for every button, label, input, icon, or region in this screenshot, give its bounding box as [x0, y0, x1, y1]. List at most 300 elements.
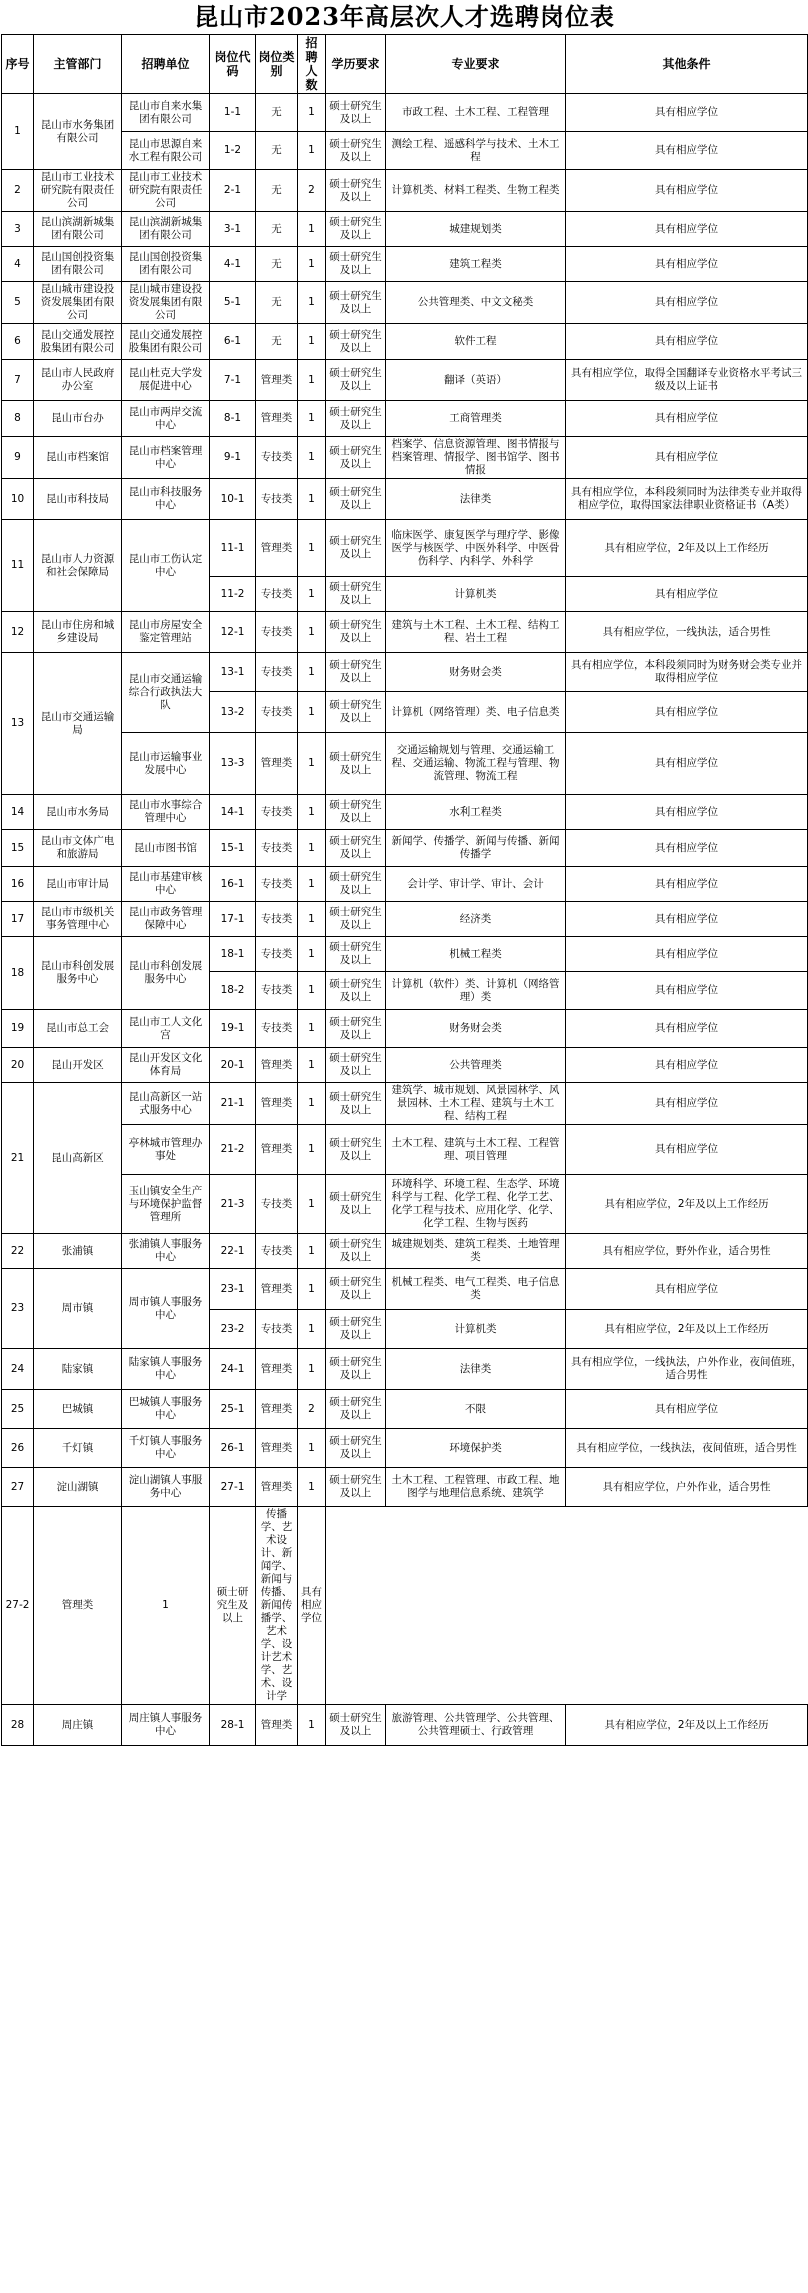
cell-other: 具有相应学位: [566, 733, 808, 795]
cell-code: 13-3: [210, 733, 256, 795]
cell-category: 专技类: [256, 795, 298, 830]
cell-code: 19-1: [210, 1010, 256, 1048]
cell-dept: 昆山滨湖新城集团有限公司: [34, 212, 122, 247]
cell-unit: 亭林城市管理办事处: [122, 1125, 210, 1175]
cell-education: 硕士研究生及以上: [326, 830, 386, 867]
cell-count: 1: [298, 1083, 326, 1125]
cell-major: 建筑工程类: [386, 247, 566, 282]
cell-category: 专技类: [256, 937, 298, 972]
table-row: [2, 212, 808, 247]
table-row: [2, 324, 808, 360]
cell-category: 专技类: [256, 1010, 298, 1048]
cell-major: 水利工程类: [386, 795, 566, 830]
cell-count: 1: [298, 401, 326, 437]
cell-dept: 昆山市审计局: [34, 867, 122, 902]
cell-dept: 千灯镇: [34, 1429, 122, 1468]
cell-other: 具有相应学位: [566, 437, 808, 479]
cell-education: 硕士研究生及以上: [326, 692, 386, 733]
cell-other: 具有相应学位，户外作业，适合男性: [566, 1468, 808, 1507]
cell-unit: 昆山市自来水集团有限公司: [122, 94, 210, 132]
table-row: [2, 401, 808, 437]
cell-count: 1: [298, 577, 326, 612]
table-row: [2, 132, 808, 170]
cell-code: 21-1: [210, 1083, 256, 1125]
cell-category: 管理类: [256, 733, 298, 795]
cell-count: 1: [298, 867, 326, 902]
cell-unit: 昆山市档案管理中心: [122, 437, 210, 479]
cell-seq: 5: [2, 282, 34, 324]
cell-other: 具有相应学位，取得全国翻译专业资格水平考试三级及以上证书: [566, 360, 808, 401]
cell-other: 具有相应学位: [566, 401, 808, 437]
cell-code: 23-2: [210, 1310, 256, 1349]
cell-other: 具有相应学位: [566, 1390, 808, 1429]
cell-category: 专技类: [256, 612, 298, 653]
cell-seq: 20: [2, 1048, 34, 1083]
cell-code: 21-2: [210, 1125, 256, 1175]
cell-education: 硕士研究生及以上: [326, 170, 386, 212]
cell-unit: 昆山市运输事业发展中心: [122, 733, 210, 795]
cell-major: 软件工程: [386, 324, 566, 360]
cell-major: 建筑与土木工程、土木工程、结构工程、岩土工程: [386, 612, 566, 653]
cell-major: 建筑学、城市规划、风景园林学、风景园林、土木工程、建筑与土木工程、结构工程: [386, 1083, 566, 1125]
table-row: [2, 479, 808, 520]
cell-other: 具有相应学位，一线执法，适合男性: [566, 612, 808, 653]
cell-major: 法律类: [386, 479, 566, 520]
cell-code: 9-1: [210, 437, 256, 479]
cell-code: 13-1: [210, 653, 256, 692]
cell-dept: 周庄镇: [34, 1705, 122, 1746]
cell-other: 具有相应学位: [566, 94, 808, 132]
cell-category: 专技类: [256, 902, 298, 937]
cell-other: 具有相应学位，野外作业，适合男性: [566, 1234, 808, 1269]
cell-education: 硕士研究生及以上: [326, 520, 386, 577]
cell-dept: 昆山市市级机关事务管理中心: [34, 902, 122, 937]
cell-category: 管理类: [256, 1269, 298, 1310]
header-education: 学历要求: [326, 35, 386, 94]
cell-category: 专技类: [256, 830, 298, 867]
table-row: [2, 830, 808, 867]
cell-count: 2: [298, 1390, 326, 1429]
cell-seq: 12: [2, 612, 34, 653]
cell-unit: 千灯镇人事服务中心: [122, 1429, 210, 1468]
cell-dept: 巴城镇: [34, 1390, 122, 1429]
cell-category: 管理类: [256, 1468, 298, 1507]
cell-education: 硕士研究生及以上: [326, 1048, 386, 1083]
cell-count: 1: [298, 1349, 326, 1390]
cell-count: 1: [298, 1310, 326, 1349]
table-row: [2, 1429, 808, 1468]
cell-category: 无: [256, 324, 298, 360]
cell-education: 硕士研究生及以上: [326, 972, 386, 1010]
cell-dept: 昆山国创投资集团有限公司: [34, 247, 122, 282]
cell-other: 具有相应学位: [566, 795, 808, 830]
cell-count: 1: [298, 1234, 326, 1269]
cell-unit: 昆山市图书馆: [122, 830, 210, 867]
cell-seq: 23: [2, 1269, 34, 1349]
cell-count: 1: [298, 282, 326, 324]
cell-other: 具有相应学位，本科段须同时为法律类专业并取得相应学位，取得国家法律职业资格证书（A类）: [566, 479, 808, 520]
cell-major: 会计学、审计学、审计、会计: [386, 867, 566, 902]
cell-unit: 昆山市两岸交流中心: [122, 401, 210, 437]
table-row: [2, 1048, 808, 1083]
cell-code: 7-1: [210, 360, 256, 401]
page-title: 昆山市2023年高层次人才选聘岗位表: [194, 2, 615, 31]
cell-education: 硕士研究生及以上: [326, 733, 386, 795]
cell-unit: 昆山市交通运输综合行政执法大队: [122, 653, 210, 733]
cell-seq: 25: [2, 1390, 34, 1429]
table-row: [2, 1349, 808, 1390]
header-count: 招聘人数: [298, 35, 326, 94]
cell-other: 具有相应学位: [566, 937, 808, 972]
cell-major: 测绘工程、遥感科学与技术、土木工程: [386, 132, 566, 170]
cell-major: 工商管理类: [386, 401, 566, 437]
cell-unit: 昆山高新区一站式服务中心: [122, 1083, 210, 1125]
cell-category: 管理类: [256, 520, 298, 577]
cell-seq: 26: [2, 1429, 34, 1468]
cell-code: 18-1: [210, 937, 256, 972]
cell-category: 专技类: [256, 1310, 298, 1349]
cell-major: 环境科学、环境工程、生态学、环境科学与工程、化学工程、化学工艺、化学工程与技术、应用化学、化学、化学工程、生物与医药: [386, 1175, 566, 1234]
cell-seq: 27: [2, 1468, 34, 1507]
cell-dept: 昆山高新区: [34, 1083, 122, 1234]
cell-count: 1: [298, 324, 326, 360]
cell-unit: 陆家镇人事服务中心: [122, 1349, 210, 1390]
cell-count: 1: [298, 612, 326, 653]
cell-education: 硕士研究生及以上: [326, 324, 386, 360]
table-row: [2, 653, 808, 692]
cell-seq: 1: [2, 94, 34, 170]
cell-unit: 昆山市政务管理保障中心: [122, 902, 210, 937]
cell-count: 1: [298, 1125, 326, 1175]
cell-unit: 昆山市房屋安全鉴定管理站: [122, 612, 210, 653]
cell-other: 具有相应学位: [566, 170, 808, 212]
cell-count: 1: [298, 1010, 326, 1048]
table-row: [2, 94, 808, 132]
cell-dept: 昆山市科创发展服务中心: [34, 937, 122, 1010]
cell-unit: 周庄镇人事服务中心: [122, 1705, 210, 1746]
cell-unit: 淀山湖镇人事服务中心: [122, 1468, 210, 1507]
cell-category: 专技类: [256, 479, 298, 520]
cell-count: 1: [298, 1269, 326, 1310]
cell-education: 硕士研究生及以上: [326, 795, 386, 830]
cell-other: 具有相应学位: [566, 324, 808, 360]
cell-education: 硕士研究生及以上: [326, 1175, 386, 1234]
cell-major: 财务财会类: [386, 1010, 566, 1048]
cell-count: 1: [298, 479, 326, 520]
cell-count: 1: [298, 830, 326, 867]
cell-unit: 昆山杜克大学发展促进中心: [122, 360, 210, 401]
cell-major: 计算机（网络管理）类、电子信息类: [386, 692, 566, 733]
cell-category: 无: [256, 94, 298, 132]
cell-count: 1: [298, 653, 326, 692]
job-table: [1, 34, 808, 1746]
cell-other: 具有相应学位: [566, 577, 808, 612]
table-row: [2, 1234, 808, 1269]
cell-dept: 淀山湖镇: [34, 1468, 122, 1507]
table-row: [2, 612, 808, 653]
cell-code: 27-1: [210, 1468, 256, 1507]
cell-major: 土木工程、建筑与土木工程、工程管理、项目管理: [386, 1125, 566, 1175]
cell-major: 经济类: [386, 902, 566, 937]
cell-code: 4-1: [210, 247, 256, 282]
table-row: [2, 1175, 808, 1234]
cell-code: 28-1: [210, 1705, 256, 1746]
table-row: [2, 1269, 808, 1310]
cell-seq: 8: [2, 401, 34, 437]
table-row: [2, 733, 808, 795]
cell-major: 翻译（英语）: [386, 360, 566, 401]
cell-count: 1: [298, 937, 326, 972]
cell-dept: 昆山市文体广电和旅游局: [34, 830, 122, 867]
header-unit: 招聘单位: [122, 35, 210, 94]
cell-other: 具有相应学位: [566, 1010, 808, 1048]
cell-seq: 4: [2, 247, 34, 282]
cell-unit: 巴城镇人事服务中心: [122, 1390, 210, 1429]
cell-unit: 昆山市科创发展服务中心: [122, 937, 210, 1010]
cell-major: 不限: [386, 1390, 566, 1429]
cell-education: 硕士研究生及以上: [326, 937, 386, 972]
cell-dept: 昆山市水务集团有限公司: [34, 94, 122, 170]
cell-count: 1: [298, 437, 326, 479]
cell-count: 1: [298, 1468, 326, 1507]
cell-unit: 昆山市工业技术研究院有限责任公司: [122, 170, 210, 212]
cell-unit: 昆山城市建设投资发展集团有限公司: [122, 282, 210, 324]
cell-count: 1: [298, 94, 326, 132]
cell-category: 管理类: [256, 1349, 298, 1390]
cell-dept: 周市镇: [34, 1269, 122, 1349]
cell-major: 交通运输规划与管理、交通运输工程、交通运输、物流工程与管理、物流管理、物流工程: [386, 733, 566, 795]
cell-major: 旅游管理、公共管理学、公共管理、公共管理硕士、行政管理: [386, 1705, 566, 1746]
cell-other: 具有相应学位: [566, 972, 808, 1010]
cell-other: 具有相应学位: [566, 132, 808, 170]
table-row: [2, 1507, 808, 1705]
cell-education: 硕士研究生及以上: [326, 1705, 386, 1746]
cell-count: 1: [298, 1429, 326, 1468]
cell-education: 硕士研究生及以上: [326, 247, 386, 282]
cell-seq: 17: [2, 902, 34, 937]
cell-major: 城建规划类、建筑工程类、土地管理类: [386, 1234, 566, 1269]
cell-count: 1: [122, 1507, 210, 1705]
cell-code: 26-1: [210, 1429, 256, 1468]
cell-other: 具有相应学位: [566, 830, 808, 867]
cell-education: 硕士研究生及以上: [326, 479, 386, 520]
cell-dept: 昆山市人民政府办公室: [34, 360, 122, 401]
cell-education: 硕士研究生及以上: [326, 132, 386, 170]
cell-dept: 昆山市工业技术研究院有限责任公司: [34, 170, 122, 212]
cell-count: 1: [298, 972, 326, 1010]
cell-category: 管理类: [34, 1507, 122, 1705]
cell-education: 硕士研究生及以上: [326, 1468, 386, 1507]
cell-unit: 昆山市科技服务中心: [122, 479, 210, 520]
cell-code: 1-2: [210, 132, 256, 170]
cell-category: 管理类: [256, 1429, 298, 1468]
cell-other: 具有相应学位，一线执法，户外作业，夜间值班，适合男性: [566, 1349, 808, 1390]
header-code: 岗位代码: [210, 35, 256, 94]
cell-unit: 昆山市水事综合管理中心: [122, 795, 210, 830]
cell-other: 具有相应学位: [566, 902, 808, 937]
cell-education: 硕士研究生及以上: [326, 94, 386, 132]
cell-code: 3-1: [210, 212, 256, 247]
cell-dept: 昆山市水务局: [34, 795, 122, 830]
cell-dept: 昆山市人力资源和社会保障局: [34, 520, 122, 612]
cell-count: 1: [298, 733, 326, 795]
table-row: [2, 1390, 808, 1429]
cell-code: 11-1: [210, 520, 256, 577]
cell-major: 计算机（软件）类、计算机（网络管理）类: [386, 972, 566, 1010]
table-row: [2, 170, 808, 212]
cell-count: 1: [298, 520, 326, 577]
cell-seq: 16: [2, 867, 34, 902]
cell-category: 管理类: [256, 1705, 298, 1746]
cell-other: 具有相应学位: [566, 1125, 808, 1175]
cell-category: 专技类: [256, 577, 298, 612]
cell-count: 2: [298, 170, 326, 212]
cell-code: 13-2: [210, 692, 256, 733]
cell-category: 专技类: [256, 972, 298, 1010]
cell-education: 硕士研究生及以上: [326, 1083, 386, 1125]
cell-education: 硕士研究生及以上: [326, 1234, 386, 1269]
cell-seq: 24: [2, 1349, 34, 1390]
cell-dept: 昆山市科技局: [34, 479, 122, 520]
cell-count: 1: [298, 692, 326, 733]
cell-category: 无: [256, 247, 298, 282]
cell-dept: 昆山市住房和城乡建设局: [34, 612, 122, 653]
cell-category: 管理类: [256, 1390, 298, 1429]
cell-major: 机械工程类: [386, 937, 566, 972]
cell-category: 无: [256, 212, 298, 247]
cell-education: 硕士研究生及以上: [326, 867, 386, 902]
cell-category: 专技类: [256, 867, 298, 902]
cell-dept: 昆山市档案馆: [34, 437, 122, 479]
cell-seq: 2: [2, 170, 34, 212]
cell-seq: 22: [2, 1234, 34, 1269]
table-row: [2, 282, 808, 324]
cell-education: 硕士研究生及以上: [326, 1010, 386, 1048]
cell-other: 具有相应学位: [566, 212, 808, 247]
cell-other: 具有相应学位，本科段须同时为财务财会类专业并取得相应学位: [566, 653, 808, 692]
cell-education: 硕士研究生及以上: [326, 401, 386, 437]
cell-education: 硕士研究生及以上: [326, 653, 386, 692]
cell-major: 城建规划类: [386, 212, 566, 247]
table-row: [2, 1705, 808, 1746]
cell-other: 具有相应学位: [566, 247, 808, 282]
table-row: [2, 867, 808, 902]
cell-unit: 周市镇人事服务中心: [122, 1269, 210, 1349]
cell-category: 无: [256, 170, 298, 212]
header-seq: 序号: [2, 35, 34, 94]
cell-other: 具有相应学位，一线执法，夜间值班，适合男性: [566, 1429, 808, 1468]
cell-major: 环境保护类: [386, 1429, 566, 1468]
cell-education: 硕士研究生及以上: [210, 1507, 256, 1705]
cell-count: 1: [298, 1048, 326, 1083]
cell-category: 管理类: [256, 1083, 298, 1125]
cell-code: 2-1: [210, 170, 256, 212]
cell-major: 机械工程类、电气工程类、电子信息类: [386, 1269, 566, 1310]
cell-unit: 昆山交通发展控股集团有限公司: [122, 324, 210, 360]
cell-education: 硕士研究生及以上: [326, 360, 386, 401]
table-row: [2, 1083, 808, 1125]
cell-count: 1: [298, 247, 326, 282]
header-other: 其他条件: [566, 35, 808, 94]
table-row: [2, 360, 808, 401]
cell-dept: 昆山市台办: [34, 401, 122, 437]
cell-unit: 张浦镇人事服务中心: [122, 1234, 210, 1269]
cell-unit: 昆山滨湖新城集团有限公司: [122, 212, 210, 247]
cell-education: 硕士研究生及以上: [326, 612, 386, 653]
table-row: [2, 437, 808, 479]
cell-code: 17-1: [210, 902, 256, 937]
table-body: [2, 94, 808, 1746]
cell-major: 财务财会类: [386, 653, 566, 692]
table-row: [2, 902, 808, 937]
cell-unit: 昆山市基建审核中心: [122, 867, 210, 902]
cell-code: 6-1: [210, 324, 256, 360]
cell-unit: 昆山国创投资集团有限公司: [122, 247, 210, 282]
header-category: 岗位类别: [256, 35, 298, 94]
table-row: [2, 1010, 808, 1048]
cell-count: 1: [298, 360, 326, 401]
cell-education: 硕士研究生及以上: [326, 1310, 386, 1349]
cell-other: 具有相应学位: [566, 282, 808, 324]
cell-category: 管理类: [256, 1125, 298, 1175]
cell-education: 硕士研究生及以上: [326, 1429, 386, 1468]
cell-category: 专技类: [256, 692, 298, 733]
cell-seq: 14: [2, 795, 34, 830]
cell-other: 具有相应学位，2年及以上工作经历: [566, 1705, 808, 1746]
cell-count: 1: [298, 132, 326, 170]
cell-code: 1-1: [210, 94, 256, 132]
cell-major: 临床医学、康复医学与理疗学、影像医学与核医学、中医外科学、中医骨伤科学、内科学、外科学: [386, 520, 566, 577]
table-row: [2, 937, 808, 972]
cell-seq: 18: [2, 937, 34, 1010]
cell-major: 传播学、艺术设计、新闻学、新闻与传播、新闻传播学、艺术学、设计艺术学、艺术、设计学: [256, 1507, 298, 1705]
cell-category: 专技类: [256, 1234, 298, 1269]
cell-education: 硕士研究生及以上: [326, 1349, 386, 1390]
cell-code: 5-1: [210, 282, 256, 324]
cell-major: 法律类: [386, 1349, 566, 1390]
cell-seq: 21: [2, 1083, 34, 1234]
cell-seq: 3: [2, 212, 34, 247]
cell-other: 具有相应学位: [566, 692, 808, 733]
cell-dept: 昆山交通发展控股集团有限公司: [34, 324, 122, 360]
cell-education: 硕士研究生及以上: [326, 282, 386, 324]
cell-unit: 昆山市工人文化宫: [122, 1010, 210, 1048]
cell-count: 1: [298, 1175, 326, 1234]
cell-other: 具有相应学位，2年及以上工作经历: [566, 520, 808, 577]
cell-education: 硕士研究生及以上: [326, 902, 386, 937]
table-row: [2, 795, 808, 830]
table-row: [2, 520, 808, 577]
cell-unit: 昆山市思源自来水工程有限公司: [122, 132, 210, 170]
cell-education: 硕士研究生及以上: [326, 1390, 386, 1429]
cell-code: 27-2: [2, 1507, 34, 1705]
cell-category: 专技类: [256, 1175, 298, 1234]
cell-seq: 19: [2, 1010, 34, 1048]
cell-major: 计算机类、材料工程类、生物工程类: [386, 170, 566, 212]
cell-code: 12-1: [210, 612, 256, 653]
cell-education: 硕士研究生及以上: [326, 1269, 386, 1310]
cell-category: 管理类: [256, 401, 298, 437]
cell-other: 具有相应学位，2年及以上工作经历: [566, 1175, 808, 1234]
cell-dept: 昆山开发区: [34, 1048, 122, 1083]
cell-code: 14-1: [210, 795, 256, 830]
cell-category: 专技类: [256, 653, 298, 692]
cell-unit: 玉山镇安全生产与环境保护监督管理所: [122, 1175, 210, 1234]
cell-education: 硕士研究生及以上: [326, 1125, 386, 1175]
cell-dept: 张浦镇: [34, 1234, 122, 1269]
cell-major: 计算机类: [386, 577, 566, 612]
cell-seq: 10: [2, 479, 34, 520]
